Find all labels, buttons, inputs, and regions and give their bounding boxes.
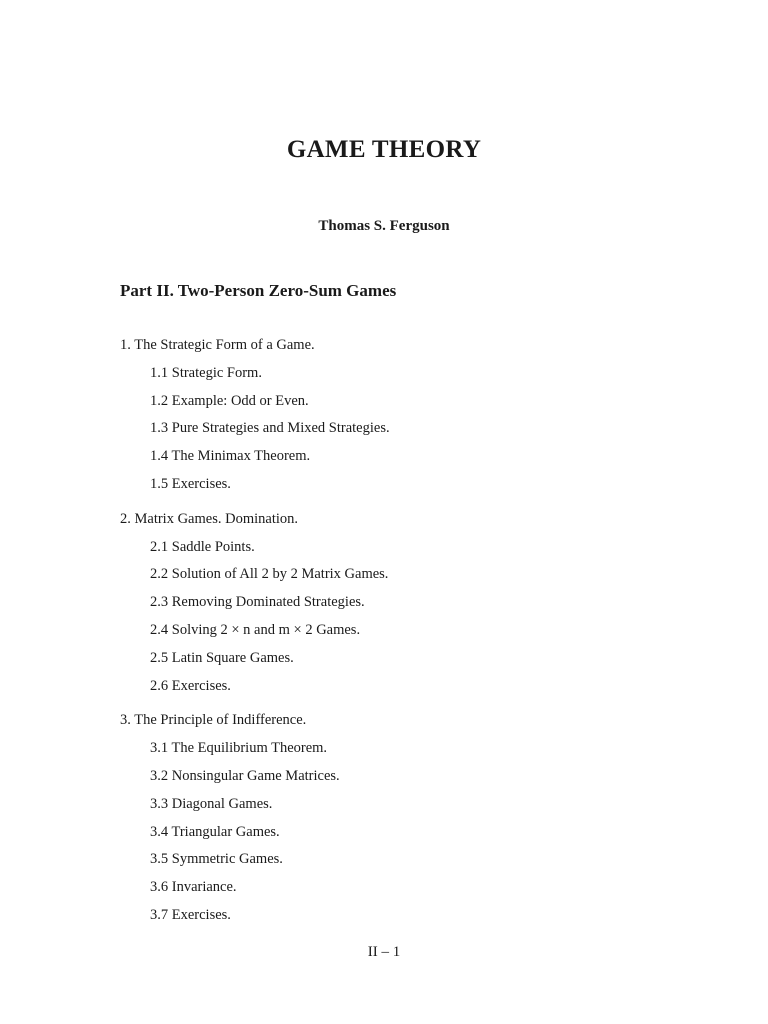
toc-item: 2.5 Latin Square Games. xyxy=(150,649,294,666)
document-author: Thomas S. Ferguson xyxy=(318,218,450,234)
toc-item: 3.5 Symmetric Games. xyxy=(150,851,283,868)
toc-item: 2.1 Saddle Points. xyxy=(150,538,255,555)
toc-item: 2.6 Exercises. xyxy=(150,677,231,694)
table-of-contents xyxy=(120,336,680,941)
toc-item: 2.2 Solution of All 2 by 2 Matrix Games. xyxy=(150,566,389,583)
toc-item: 3.1 The Equilibrium Theorem. xyxy=(150,740,328,757)
toc-item: 2.3 Removing Dominated Strategies. xyxy=(150,594,365,611)
toc-item: 3.2 Nonsingular Game Matrices. xyxy=(150,767,340,784)
page-number: II – 1 xyxy=(367,944,401,960)
toc-section-title: 3. The Principle of Indifference. xyxy=(120,712,307,729)
toc-item: 3.3 Diagonal Games. xyxy=(150,795,273,812)
toc-item: 1.2 Example: Odd or Even. xyxy=(150,392,309,409)
toc-section-title: 1. The Strategic Form of a Game. xyxy=(120,337,315,353)
toc-item: 1.5 Exercises. xyxy=(150,475,231,492)
toc-section-title: 2. Matrix Games. Domination. xyxy=(120,510,299,527)
toc-section-1 xyxy=(120,336,680,503)
toc-item: 3.7 Exercises. xyxy=(150,906,231,923)
toc-item: 1.3 Pure Strategies and Mixed Strategies. xyxy=(150,420,390,437)
toc-section-3 xyxy=(120,711,680,933)
document-title: GAME THEORY xyxy=(286,136,482,163)
toc-item: 3.4 Triangular Games. xyxy=(150,823,280,840)
toc-item: 1.1 Strategic Form. xyxy=(150,364,262,381)
toc-item: 1.4 The Minimax Theorem. xyxy=(150,448,311,465)
toc-item: 3.6 Invariance. xyxy=(150,879,237,896)
toc-item: 2.4 Solving 2 × n and m × 2 Games. xyxy=(150,621,361,638)
toc-section-2 xyxy=(120,510,680,705)
part-heading: Part II. Two-Person Zero-Sum Games xyxy=(120,281,397,300)
